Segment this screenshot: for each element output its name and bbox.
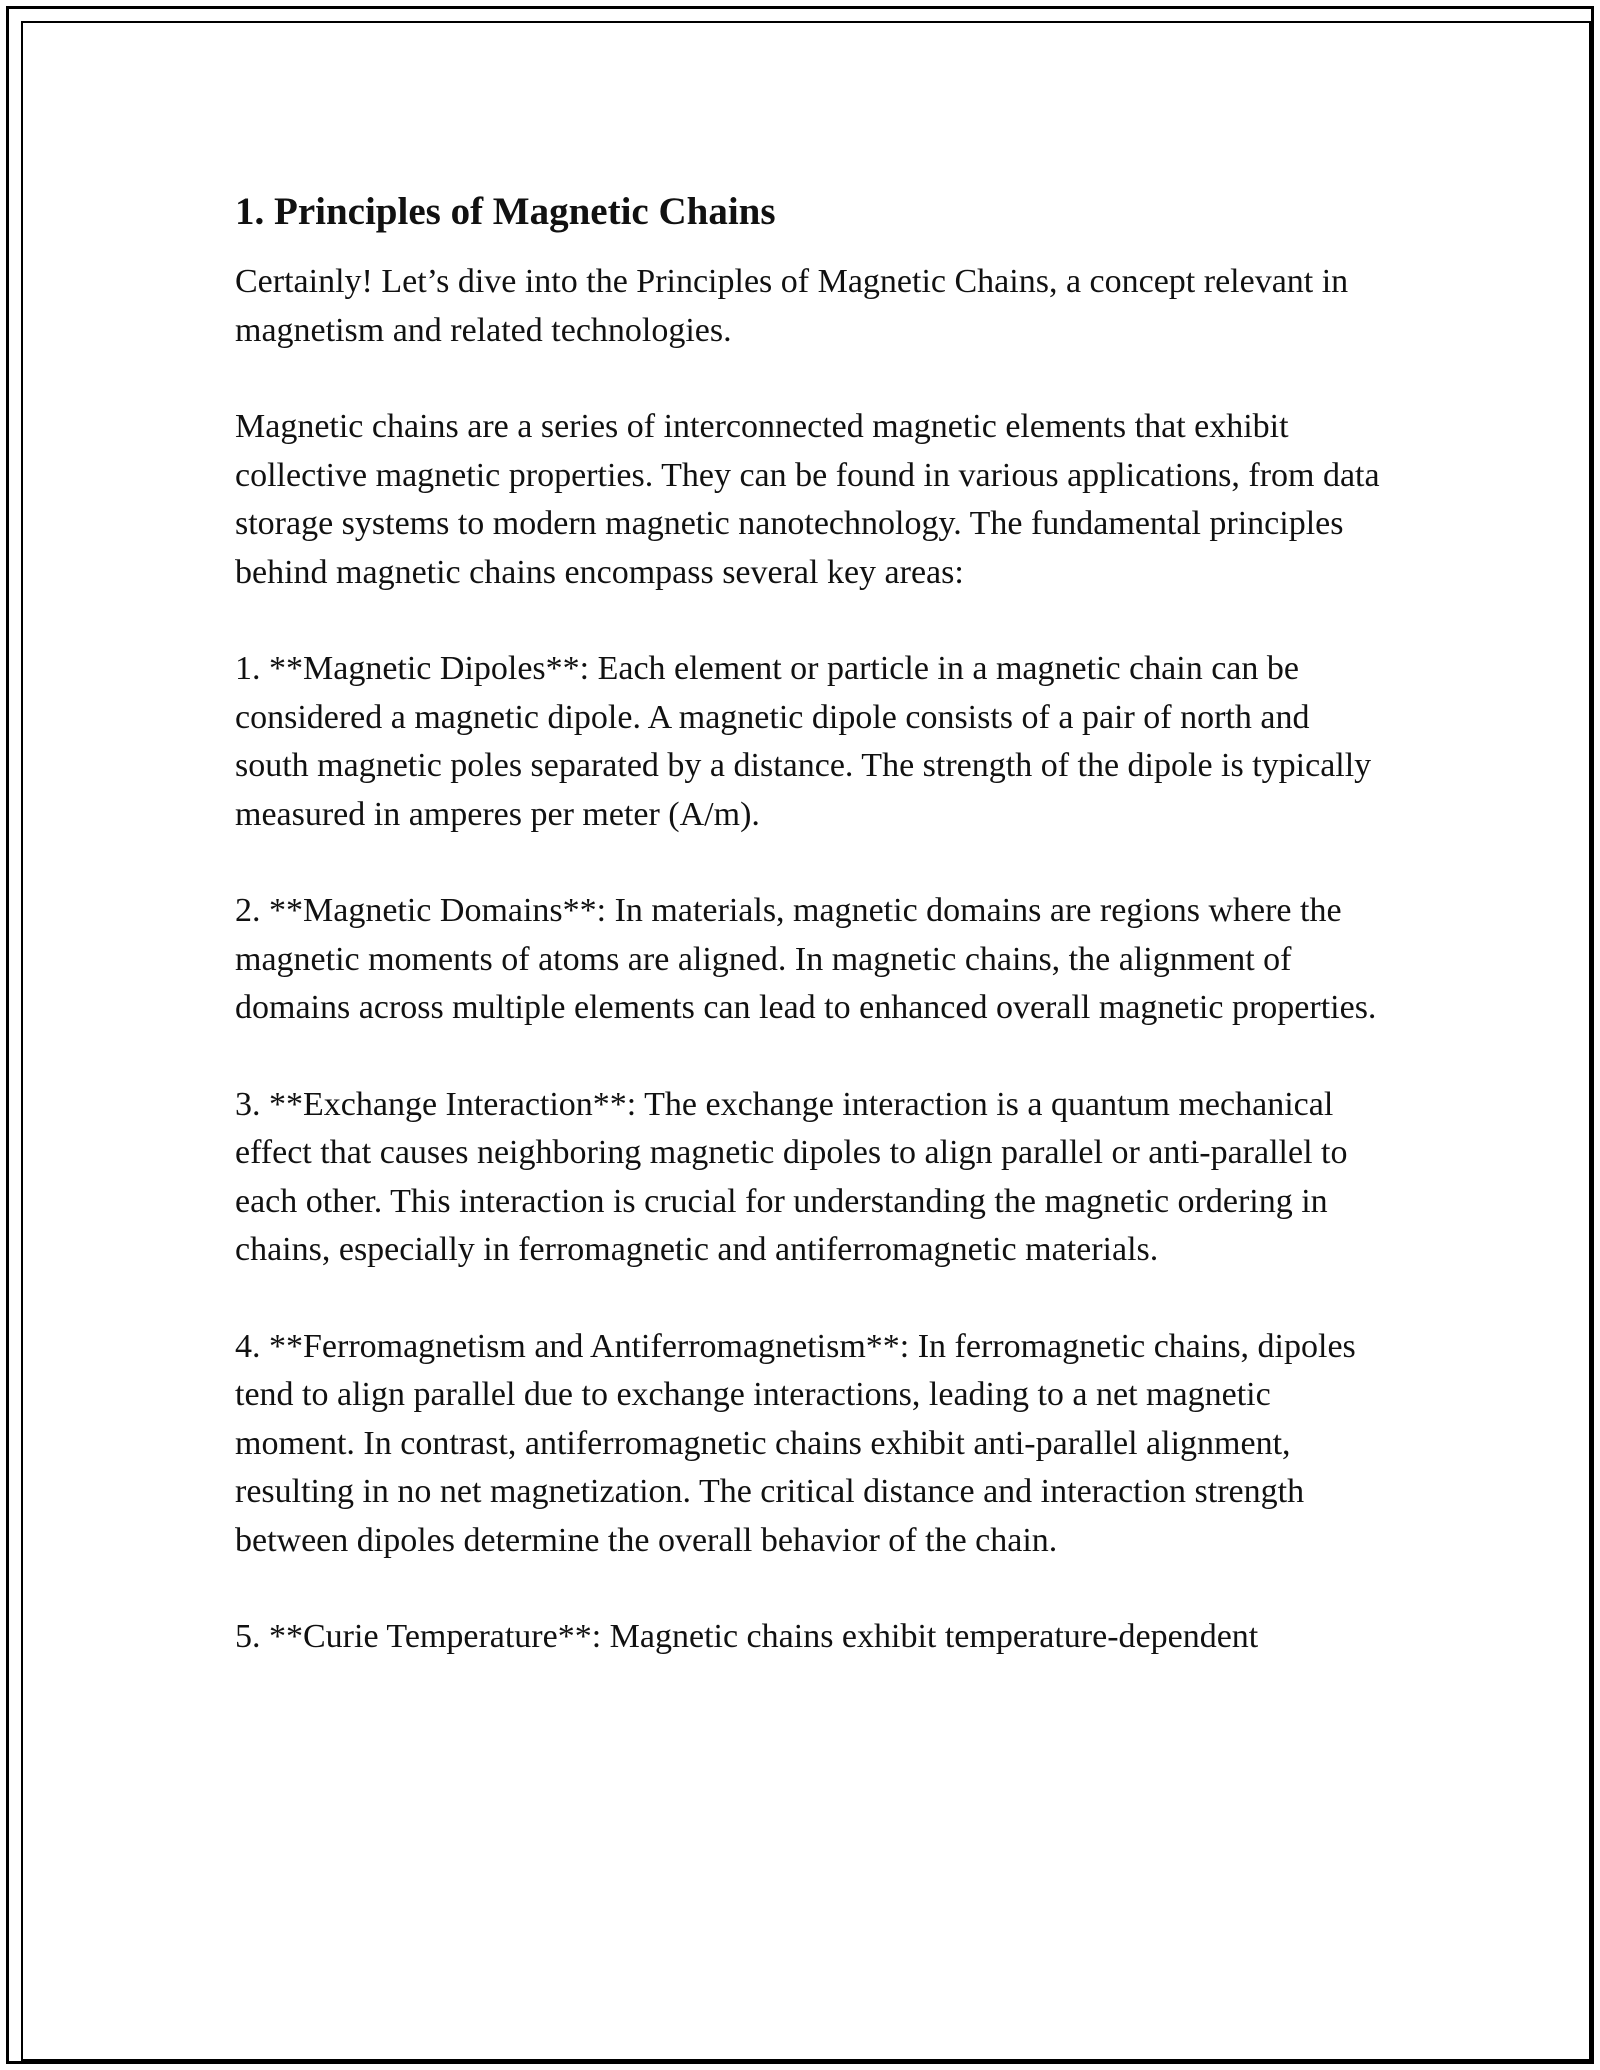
ferromagnetism-paragraph: 4. **Ferromagnetism and Antiferromagnetism**: In ferromagnetic chains, dipoles tend to align parallel due to exchange interactions, leading to a net magnetic moment. In contrast, antiferromagnetic chains exhibit anti-parallel alignment, resulting in no net magnetization. The critical distance and interaction strength between dipoles determine the overall behavior of the chain.	[235, 1327, 1356, 1559]
intro-paragraph: Certainly! Let’s dive into the Principles of Magnetic Chains, a concept relevant in magnetism and related technologies.	[235, 263, 1349, 349]
curie-temperature-paragraph: 5. **Curie Temperature**: Magnetic chains exhibit temperature-dependent	[235, 1618, 1259, 1655]
overview-paragraph: Magnetic chains are a series of interconnected magnetic elements that exhibit collective magnetic properties. They can be found in various applications, from data storage systems to modern magnetic nanotechnology. The fundamental principles behind magnetic chains encompass several key areas:	[235, 408, 1380, 591]
exchange-interaction-paragraph: 3. **Exchange Interaction**: The exchange interaction is a quantum mechanical effect that causes neighboring magnetic dipoles to align parallel or anti-parallel to each other. This interaction is crucial for understanding the magnetic ordering in chains, especially in ferromagnetic and antiferromagnetic materials.	[235, 1085, 1348, 1268]
magnetic-domains-paragraph: 2. **Magnetic Domains**: In materials, magnetic domains are regions where the magnetic moments of atoms are aligned. In magnetic chains, the alignment of domains across multiple elements can lead to enhanced overall magnetic properties.	[235, 892, 1377, 1026]
magnetic-dipoles-paragraph: 1. **Magnetic Dipoles**: Each element or particle in a magnetic chain can be considered a magnetic dipole. A magnetic dipole consists of a pair of north and south magnetic poles separated by a distance. The strength of the dipole is typically measured in amperes per meter (A/m).	[235, 650, 1372, 833]
document-heading: 1. Principles of Magnetic Chains	[235, 190, 776, 233]
document-body	[235, 188, 1385, 1710]
